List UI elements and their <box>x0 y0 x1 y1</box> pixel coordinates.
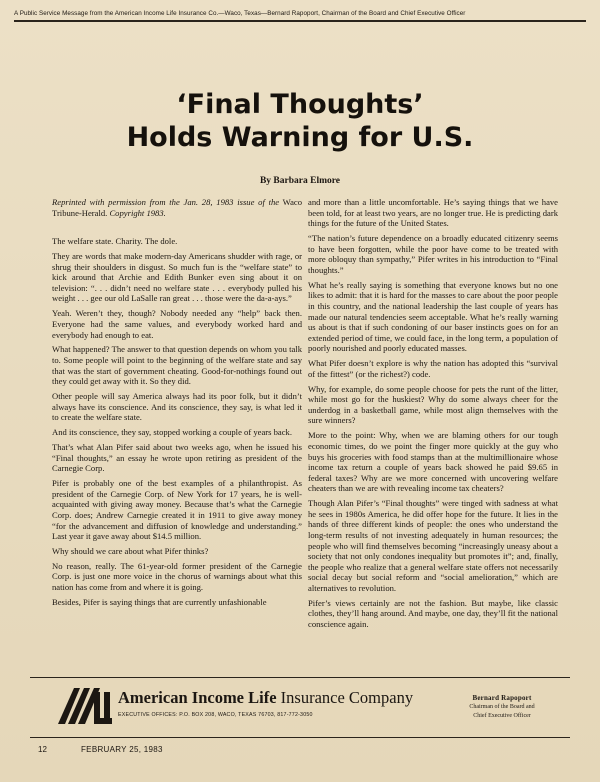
headline-line-2: Holds Warning for U.S. <box>126 122 474 153</box>
paragraph: Pifer’s views certainly are not the fashion. But maybe, like classic clothes, they’ll hang around. And maybe, one day, they’ll fit the national conscience again. <box>308 597 558 630</box>
article-column-right <box>308 197 558 634</box>
paragraph: They are words that make modern-day Americans shudder with rage, or shrug their shoulders in disgust. So much fun is the “welfare state” to kick around that Archie and Edith Bunker even sing about it on television: “. . . didn’t need no welfare state . . . everybody pulled his weight . . . gee our old LaSalle ran great . . . those were the da-a-ays.” <box>52 251 302 304</box>
executive-title-1: Chairman of the Board and <box>469 704 535 710</box>
headline-line-1: ‘Final Thoughts’ <box>176 89 424 120</box>
company-address: EXECUTIVE OFFICES: P.O. BOX 208, WACO, TEXAS 76703, 817-772-3050 <box>118 712 313 718</box>
credit-italic: Reprinted with permission from the Jan. 28, 1983 issue of the <box>52 197 280 207</box>
paragraph: Besides, Pifer is saying things that are currently unfashionable <box>52 596 267 607</box>
paragraph: What he’s really saying is something that everyone knows but no one likes to admit: that it is hard for the masses to care about the poor people in this country, and the national leadership the last couple of years has made our natural tendencies seem acceptable. What he’s really warning us about is that if such condoning of our baser instincts goes on for an extended period of time, we could face, in the long term, a population of poorly nourished and poorly educated masses. <box>308 279 558 354</box>
page-number: 12 <box>38 745 47 754</box>
paragraph: What happened? The answer to that question depends on whom you talk to. Some people will point to the beginning of the welfare state and say that was the start of government cheating. Good-for-nothings found out they could get away with it. So they did. <box>52 344 302 387</box>
paragraph: No reason, really. The 61-year-old former president of the Carnegie Corp. is just one more voice in the chorus of warnings about what this nation has come from and where it is going. <box>52 560 302 593</box>
paragraph: Yeah. Weren’t they, though? Nobody needed any “help” back then. Everyone had the same values, and everybody worked hard and everybody had enough to eat. <box>52 308 302 340</box>
executive-title-2: Chief Executive Officer <box>473 713 531 719</box>
public-service-header: A Public Service Message from the American Income Life Insurance Co.—Waco, Texas—Bernard Rapoport, Chairman of the Board and Chief Executive Officer <box>14 10 586 22</box>
credit-copyright: Copyright 1983. <box>109 207 166 218</box>
executive-signature-block <box>447 694 557 721</box>
credit-source: Waco Tribune-Herald. <box>52 197 302 218</box>
paragraph: “The nation’s future dependence on a broadly educated citizenry seems to have been forgotten, while the poor have come to be treated with more obloquy than sympathy,” Pifer writes in his introduction to “Final thoughts.” <box>308 233 558 275</box>
company-logo-icon <box>56 686 114 726</box>
company-name-light: Insurance Company <box>280 688 414 707</box>
reprint-credit <box>52 197 302 218</box>
paragraph: and more than a little uncomfortable. He’s saying things that we have been told, for at least two years, are no longer true. He is predicting dark things for the future of the United States. <box>308 197 558 229</box>
paragraph: What Pifer doesn’t explore is why the nation has adopted this “survival of the fittest” (or the richest?) code. <box>308 358 558 379</box>
company-name <box>118 688 413 708</box>
paragraph: Why, for example, do some people choose for pets the runt of the litter, while most go for the huskiest? Why do some always cheer for the underdog in a basketball game, while most align themselves with the sure winners? <box>308 383 558 426</box>
paragraph: More to the point: Why, when we are blaming others for our tough economic times, do we point the finger more quickly at the guy who buys his groceries with food stamps than at the multimillionaire whose income tax return a couple of years back showed he paid $9.65 in federal taxes? Why are we more concerned with uncovering welfare cheaters than we are with revealing income tax cheaters? <box>308 430 558 494</box>
footer-rule-bottom <box>30 737 570 738</box>
paragraph: Why should we care about what Pifer thinks? <box>52 546 209 556</box>
paragraph: The welfare state. Charity. The dole. <box>52 236 178 247</box>
article-column-left <box>52 197 302 612</box>
footer-rule-top <box>30 677 570 678</box>
executive-name: Bernard Rapoport <box>472 694 532 702</box>
issue-date: FEBRUARY 25, 1983 <box>81 745 163 754</box>
company-name-bold: American Income Life <box>118 688 281 707</box>
byline: By Barbara Elmore <box>259 176 341 186</box>
paragraph: Pifer is probably one of the best examples of a philanthropist. As president of the Carnegie Corp. of New York for 17 years, he is well-acquainted with giving away money. Because that’s what the Carnegie Corp. does; Andrew Carnegie created it in 1911 to give away money “for the advancement and diffusion of knowledge and understanding.” Last year it gave away about $14.5 million. <box>52 478 302 542</box>
paragraph: Other people will say America always had its poor folk, but it didn’t always have its conscience. And its conscience, they say, is what led it to create the welfare state. <box>52 391 302 423</box>
paragraph: And its conscience, they say, stopped working a couple of years back. <box>52 427 292 438</box>
paragraph: That’s what Alan Pifer said about two weeks ago, when he issued his “Final thoughts,” an essay he wrote upon retiring as president of the Carnegie Corp. <box>52 442 302 474</box>
paragraph: Though Alan Pifer’s “Final thoughts” were tinged with sadness at what he sees in 1980s America, he did offer hope for the future. It lies in the hands of three different kinds of people: the ones who understand the long-term results of not investing adequately in human resources; the people who will find themselves becoming “increasingly uneasy about a society that not only condones inequality but promotes it”; and, finally, the people who realize that a general welfare state offers not necessarily social decay but social reform and “social amelioration,” which are alternatives to revolution. <box>308 498 558 593</box>
